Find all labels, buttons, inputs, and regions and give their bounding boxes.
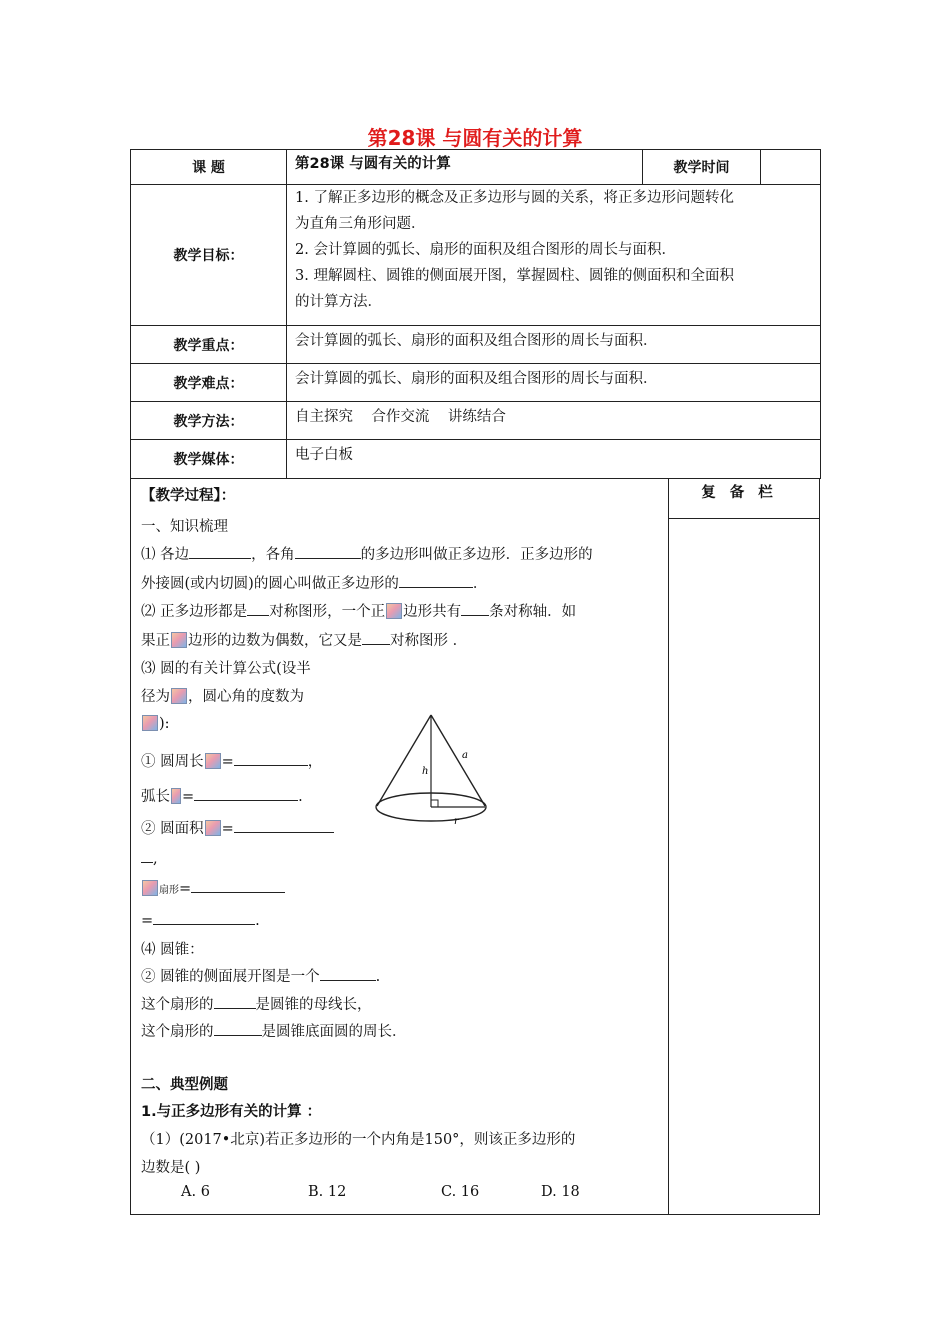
knowledge-line-7: ): xyxy=(141,715,170,732)
knowledge-line-2: 外接圆(或内切圆)的圆心叫做正多边形的 ． xyxy=(141,572,487,593)
review-column-header: 复备栏 xyxy=(668,478,820,519)
formula-image-icon xyxy=(205,753,221,769)
fill-blank[interactable] xyxy=(214,994,256,1009)
topic-value: 第28课 与圆有关的计算 xyxy=(287,150,643,185)
objective-line: 的计算方法． xyxy=(295,294,382,310)
example-subtitle: 1.与正多边形有关的计算 ： xyxy=(141,1104,322,1120)
objectives-label: 教学目标： xyxy=(131,185,287,326)
fill-blank[interactable] xyxy=(153,910,255,925)
option-d: D. 18 xyxy=(541,1184,580,1200)
fill-blank[interactable] xyxy=(234,751,308,766)
topic-label: 课 题 xyxy=(131,150,287,185)
section-knowledge-title: 一、知识梳理 xyxy=(141,519,228,535)
fill-blank[interactable] xyxy=(189,544,251,559)
key-points-value: 会计算圆的弧长、扇形的面积及组合图形的周长与面积． xyxy=(287,326,821,364)
teaching-time-label: 教学时间 xyxy=(643,150,761,185)
formula-image-icon xyxy=(205,820,221,836)
formula-image-icon xyxy=(171,788,181,804)
cone-label-h: h xyxy=(422,766,429,777)
question-1-line-2: 边数是( ) xyxy=(141,1160,201,1176)
formula-image-icon xyxy=(386,603,402,619)
document-title: 第28课 与圆有关的计算 xyxy=(367,126,583,150)
cone-line-2: 这个扇形的 是圆锥的母线长， xyxy=(141,993,372,1014)
knowledge-line-5: ⑶ 圆的有关计算公式(设半 xyxy=(141,661,311,677)
option-a: A. 6 xyxy=(181,1184,210,1200)
fill-blank[interactable] xyxy=(399,573,473,588)
media-value: 电子白板 xyxy=(287,440,821,479)
cone-diagram xyxy=(371,711,491,836)
knowledge-line-6: 径为 ，圆心角的度数为 xyxy=(141,689,304,705)
formula-image-icon xyxy=(142,715,158,731)
objective-line: 为直角三角形问题． xyxy=(295,216,426,232)
fill-blank[interactable] xyxy=(191,878,285,893)
objective-line: 1. 了解正多边形的概念及正多边形与圆的关系，将正多边形问题转化 xyxy=(295,190,734,206)
formula-image-icon xyxy=(142,880,158,896)
circumference-formula: ① 圆周长 = ， xyxy=(141,750,322,771)
option-b: B. 12 xyxy=(308,1184,347,1200)
key-points-label: 教学重点： xyxy=(131,326,287,364)
fill-blank[interactable] xyxy=(141,848,153,863)
question-1-line-1: （1）(2017•北京)若正多边形的一个内角是150°，则该正多边形的 xyxy=(141,1132,576,1148)
methods-label: 教学方法： xyxy=(131,402,287,440)
methods-value: 自主探究 合作交流 讲练结合 xyxy=(287,402,821,440)
fill-blank[interactable] xyxy=(461,601,489,616)
fill-blank[interactable] xyxy=(234,818,334,833)
knowledge-line-4: 果正 边形的边数为偶数，它又是 对称图形 ． xyxy=(141,629,467,650)
cone-label-r: r xyxy=(454,816,459,827)
process-header: 【教学过程】： xyxy=(141,488,236,504)
formula-image-icon xyxy=(171,632,187,648)
fill-blank[interactable] xyxy=(247,601,269,616)
fill-blank[interactable] xyxy=(362,630,390,645)
media-label: 教学媒体： xyxy=(131,440,287,479)
fill-blank[interactable] xyxy=(295,544,361,559)
circle-area-formula-cont: , xyxy=(141,848,158,867)
lesson-plan-table xyxy=(130,149,821,479)
objective-line: 3. 理解圆柱、圆锥的侧面展开图，掌握圆柱、圆锥的侧面积和全面积 xyxy=(295,268,734,284)
knowledge-line-3: ⑵ 正多边形都是 对称图形，一个正 边形共有 条对称轴．如 xyxy=(141,600,576,621)
objectives-value xyxy=(287,185,821,326)
circle-area-formula: ② 圆面积 = xyxy=(141,817,334,838)
teaching-time-value xyxy=(761,150,821,185)
section-examples-title: 二、典型例题 xyxy=(141,1077,228,1093)
difficulties-value: 会计算圆的弧长、扇形的面积及组合图形的周长与面积． xyxy=(287,364,821,402)
difficulties-label: 教学难点： xyxy=(131,364,287,402)
objective-line: 2. 会计算圆的弧长、扇形的面积及组合图形的周长与面积． xyxy=(295,242,676,258)
column-divider xyxy=(668,478,669,1214)
teaching-process-section xyxy=(130,478,820,1215)
fill-blank[interactable] xyxy=(194,786,298,801)
sector-area-formula: 扇形= xyxy=(141,878,285,897)
formula-image-icon xyxy=(171,688,187,704)
knowledge-line-1: ⑴ 各边 ，各角 的多边形叫做正多边形．正多边形的 xyxy=(141,543,593,564)
fill-blank[interactable] xyxy=(320,966,376,981)
arc-length-formula: 弧长 = . xyxy=(141,785,303,806)
cone-label-a: a xyxy=(462,750,468,761)
sector-area-formula-cont: = . xyxy=(141,910,260,929)
cone-heading: ⑷ 圆锥： xyxy=(141,942,204,958)
cone-line-3: 这个扇形的 是圆锥底面圆的周长． xyxy=(141,1020,407,1041)
fill-blank[interactable] xyxy=(214,1021,262,1036)
option-c: C. 16 xyxy=(441,1184,480,1200)
cone-line-1: ② 圆锥的侧面展开图是一个 . xyxy=(141,965,380,986)
